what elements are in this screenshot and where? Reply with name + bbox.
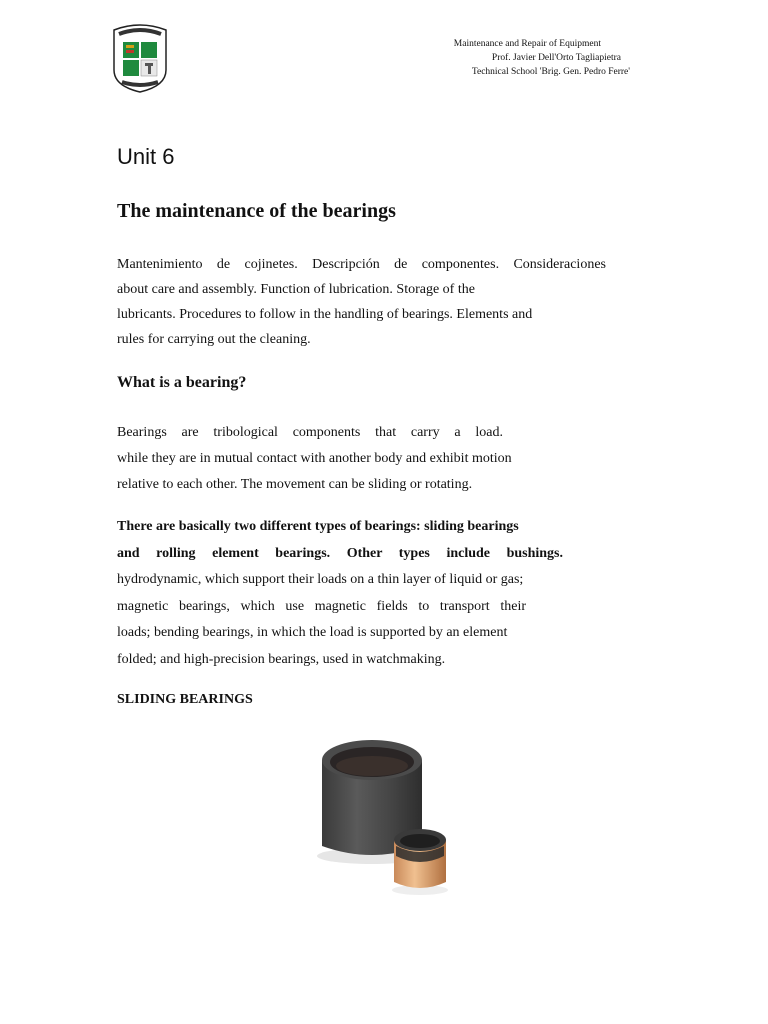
types-paragraph <box>117 514 569 673</box>
types-line: and rolling element bearings. Other types include bushings. <box>117 545 563 561</box>
header-professor: Prof. Javier Dell'Orto Tagliapietra <box>491 53 621 63</box>
intro-paragraph <box>117 252 606 352</box>
school-logo <box>110 22 170 94</box>
types-line: There are basically two different types of bearings: sliding bearings <box>117 519 519 534</box>
definition-line: Bearings are tribological components that carry a load. <box>117 425 503 440</box>
types-line: folded; and high-precision bearings, used in watchmaking. <box>117 651 446 667</box>
header-school: Technical School 'Brig. Gen. Pedro Ferre' <box>471 67 630 77</box>
unit-label: Unit 6 <box>117 144 175 169</box>
definition-line: relative to each other. The movement can be sliding or rotating. <box>117 477 473 492</box>
types-line: hydrodynamic, which support their loads on a thin layer of liquid or gas; <box>117 572 524 587</box>
sliding-bearings-image <box>310 728 460 898</box>
types-line: loads; bending bearings, in which the load is supported by an element <box>117 625 508 640</box>
intro-line: Mantenimiento de cojinetes. Descripción de componentes. Consideraciones <box>117 257 606 272</box>
definition-paragraph <box>117 420 512 498</box>
section-heading: What is a bearing? <box>117 374 247 391</box>
intro-line: lubricants. Procedures to follow in the handling of bearings. Elements and <box>117 307 533 322</box>
intro-line: about care and assembly. Function of lubrication. Storage of the <box>117 282 475 297</box>
definition-line: while they are in mutual contact with another body and exhibit motion <box>117 451 512 466</box>
header-course: Maintenance and Repair of Equipment <box>453 39 601 49</box>
document-header <box>380 37 632 79</box>
page-title: The maintenance of the bearings <box>117 200 396 222</box>
intro-line: rules for carrying out the cleaning. <box>117 332 311 347</box>
types-line: magnetic bearings, which use magnetic fields to transport their <box>117 598 526 614</box>
sliding-bearings-heading: SLIDING BEARINGS <box>117 692 253 707</box>
